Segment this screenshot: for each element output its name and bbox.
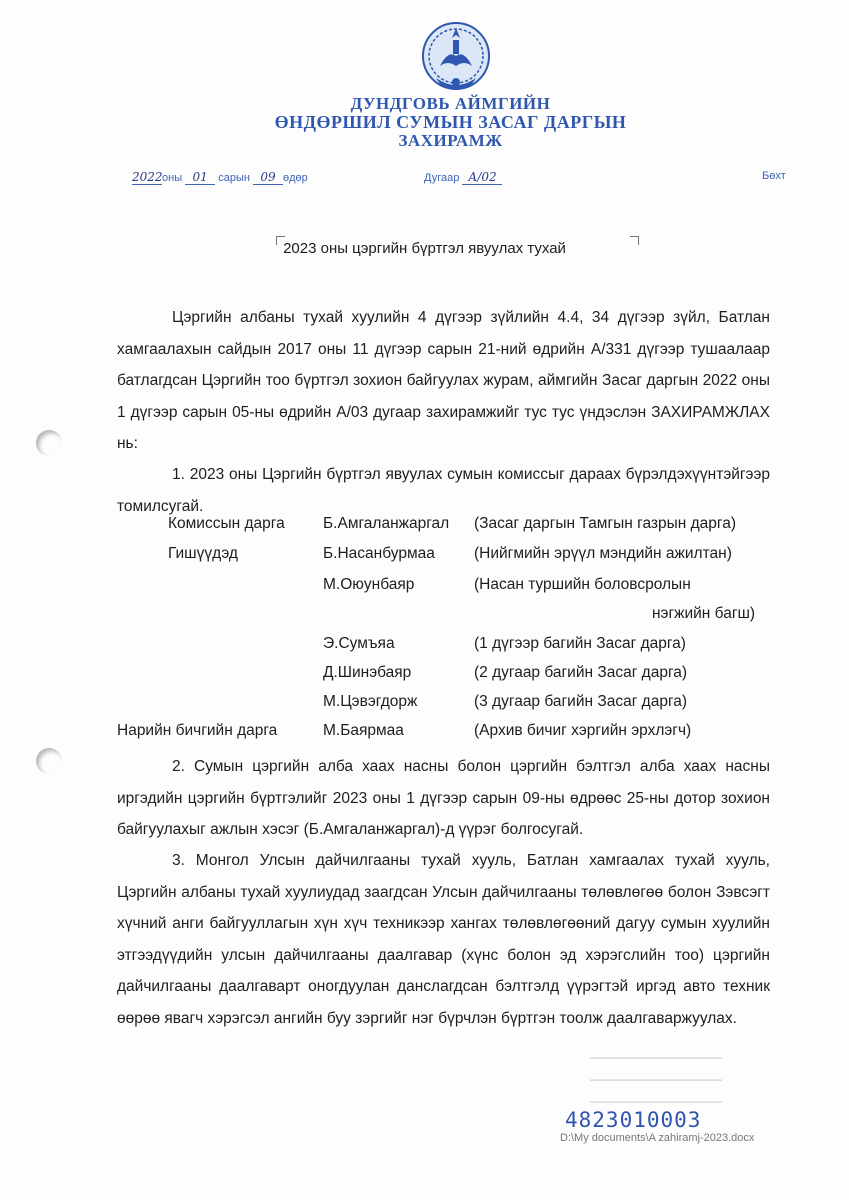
registration-stamp-number: 4823010003 <box>565 1108 702 1132</box>
decree-place: Бөхт <box>762 170 786 182</box>
number-label: Дугаар <box>424 172 460 184</box>
commission-name: Б.Насанбурмаа <box>323 545 435 562</box>
year-label: оны <box>162 172 183 184</box>
punch-hole <box>36 430 62 456</box>
commission-position: (Насан туршийн боловсролын <box>474 576 691 593</box>
commission-position: (Архив бичиг хэргийн эрхлэгч) <box>474 722 692 739</box>
month-value: 01 <box>185 170 215 185</box>
commission-name: М.Баярмаа <box>323 722 404 739</box>
year-value: 2022 <box>132 170 163 184</box>
commission-position: (2 дугаар багийн Засаг дарга) <box>474 664 688 681</box>
commission-name: Д.Шинэбаяр <box>323 664 412 681</box>
commission-name: Э.Сумъяа <box>323 635 395 652</box>
commission-position: (3 дугаар багийн Засаг дарга) <box>474 693 688 710</box>
header-decree: ЗАХИРАМЖ <box>398 131 503 150</box>
commission-name: Б.Амгаланжаргал <box>323 515 450 532</box>
decree-date <box>132 170 308 185</box>
header-soum-governor: ӨНДӨРШИЛ СУМЫН ЗАСАГ ДАРГЫН <box>274 112 627 132</box>
commission-position-cont: нэгжийн багш) <box>652 605 756 622</box>
faint-approval-line: ――――――――――― <box>590 1050 722 1064</box>
commission-name: М.Цэвэгдорж <box>323 693 418 710</box>
day-label: өдөр <box>283 172 308 184</box>
mongolia-state-emblem-icon <box>420 20 492 100</box>
faint-approval-line: ――――――――――― <box>590 1094 722 1108</box>
file-path-footer: D:\My documents\A zahiramj-2023.docx <box>560 1132 755 1144</box>
month-label: сарын <box>218 172 250 184</box>
item-2-paragraph: 2. Сумын цэргийн алба хаах насны болон цэргийн бэлтгэл алба хаах насны иргэдийн цэргийн бүртгэлийг 2023 оны 1 дүгээр сарын 09-ны өдрөөс 25-ны дотор зохион байгуулахыг ажлын хэсэг (Б.Амгаланжаргал)-д үүрэг болгосугай. <box>117 758 770 838</box>
number-value: А/02 <box>462 170 502 185</box>
commission-role: Нарийн бичгийн дарга <box>117 722 278 739</box>
commission-role: Гишүүдэд <box>168 545 238 562</box>
commission-position: (1 дүгээр багийн Засаг дарга) <box>474 635 686 652</box>
item-1-paragraph: 1. 2023 оны Цэргийн бүртгэл явуулах сумын комиссыг дараах бүрэлдэхүүнтэйгээр томилсугай. <box>117 466 770 515</box>
header-aimag: ДУНДГОВЬ АЙМГИЙН <box>350 94 551 113</box>
punch-hole <box>36 748 62 774</box>
preamble-paragraph: Цэргийн албаны тухай хуулийн 4 дүгээр зүйлийн 4.4, 34 дүгээр зүйл, Батлан хамгаалахын сайдын 2017 оны 11 дүгээр сарын 21-ний өдрийн А/331 дүгээр тушаалаар батлагдсан Цэргийн тоо бүртгэл зохион байгуулах журам, аймгийн Засаг даргын 2022 оны 1 дүгээр сарын 05-ны өдрийн А/03 дугаар захирамжийг тус тус үндэслэн ЗАХИРАМЖЛАХ нь: <box>117 309 770 452</box>
decree-number <box>424 170 502 185</box>
commission-name: М.Оюунбаяр <box>323 576 415 593</box>
commission-position: (Нийгмийн эрүүл мэндийн ажилтан) <box>474 545 732 562</box>
item-3-paragraph: 3. Монгол Улсын дайчилгааны тухай хууль, Батлан хамгаалах тухай хууль, Цэргийн албаны тухай хуулиудад заагдсан Улсын дайчилгааны төлөвлөгөө болон Зэвсэгт хүчний анги байгууллагын хүн хүч техникээр хангах төлөвлөгөөний дагуу сумын хуулийн этгээдүүдийн улсын дайчилгааны даалгавар (хүнс болон эд хэрэгслийн тоо) цэргийн дайчилгааны даалгаварт оногдуулан данслагдсан бэлтгэлд үүрэгтэй иргэд авто техник өөрөө явагч хэрэгсэл ангийн буу зэргийг нэг бүрчлэн бүртгэн тоолж даалгаваржуулах. <box>117 852 770 1027</box>
day-value: 09 <box>253 170 283 185</box>
decree-title: 2023 оны цэргийн бүртгэл явуулах тухай <box>283 240 566 257</box>
commission-role: Комиссын дарга <box>168 515 285 532</box>
commission-position: (Засаг даргын Тамгын газрын дарга) <box>474 515 737 532</box>
faint-approval-line: ――――――――――― <box>590 1072 722 1086</box>
